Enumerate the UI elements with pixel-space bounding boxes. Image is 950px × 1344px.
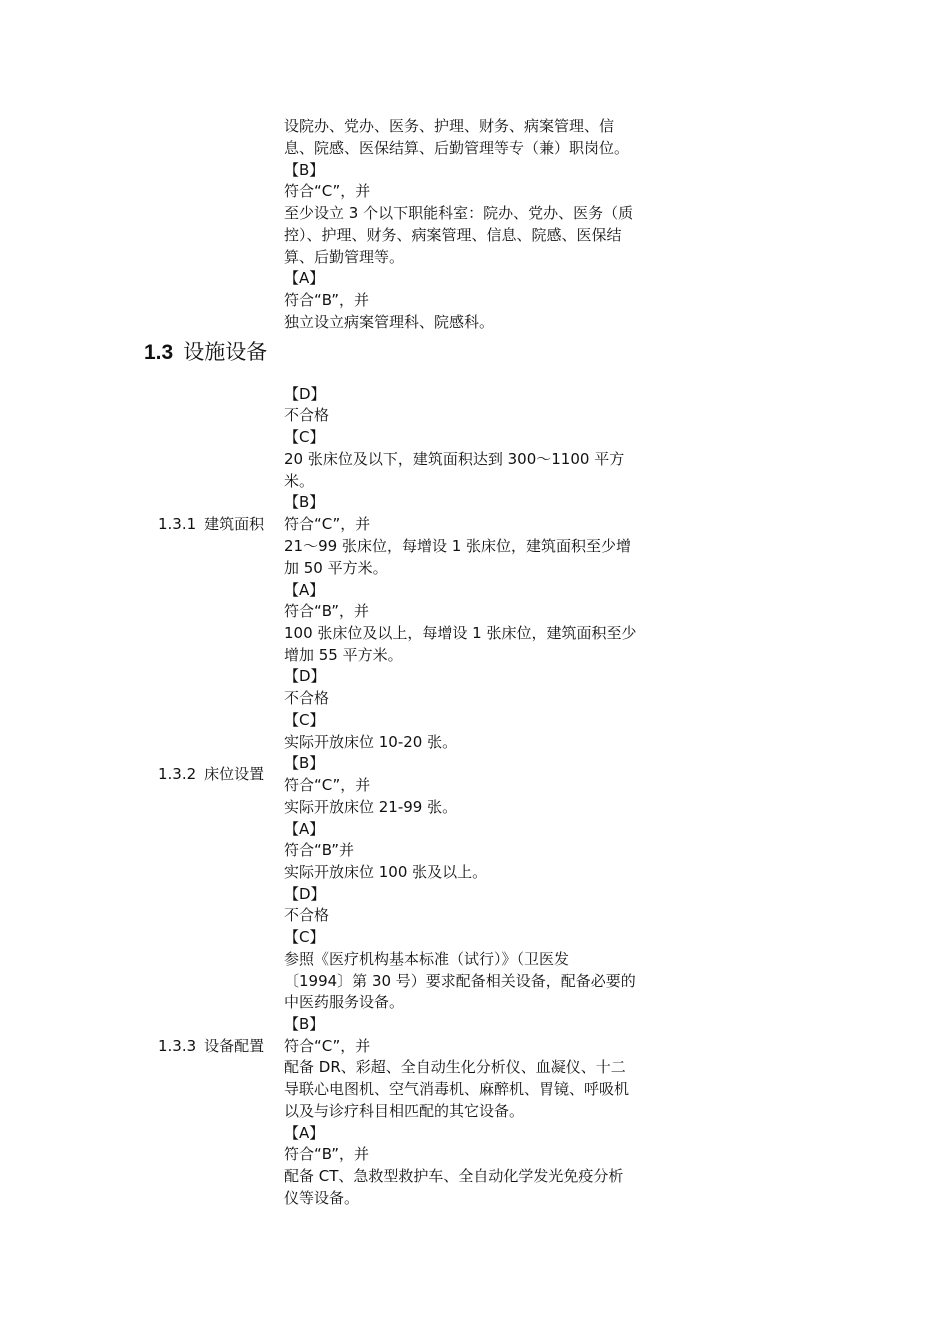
- item-name: 设备配置: [204, 1037, 265, 1055]
- grade-marker: 【B】: [284, 493, 325, 511]
- grade-marker: 【D】: [284, 667, 326, 685]
- text-line: 控）、护理、财务、病案管理、信息、院感、医保结: [284, 226, 622, 244]
- item-code: 1.3.3: [158, 1037, 197, 1055]
- text-line: 符合“C”，并: [284, 1037, 371, 1055]
- text-line: 算、后勤管理等。: [284, 248, 405, 266]
- text-line: 100 张床位及以上，每增设 1 张床位，建筑面积至少: [284, 624, 637, 642]
- grade-marker: 【D】: [284, 385, 326, 403]
- text-line: 参照《医疗机构基本标准（试行）》（卫医发: [284, 950, 570, 968]
- grade-marker: 【A】: [284, 820, 325, 838]
- text-line: 加 50 平方米。: [284, 559, 388, 577]
- text-line: 导联心电图机、空气消毒机、麻醉机、胃镜、呼吸机: [284, 1080, 630, 1098]
- text-line: 符合“B”，并: [284, 1145, 370, 1163]
- grade-marker: 【C】: [284, 428, 325, 446]
- text-line: 实际开放床位 100 张及以上。: [284, 863, 488, 881]
- text-line: 至少设立 3 个以下职能科室：院办、党办、医务（质: [284, 204, 634, 222]
- section-title: 设施设备: [183, 340, 268, 364]
- text-line: 不合格: [284, 689, 330, 707]
- text-line: 符合“B”，并: [284, 602, 370, 620]
- text-line: 符合“C”，并: [284, 182, 371, 200]
- text-line: 20 张床位及以下，建筑面积达到 300～1100 平方: [284, 450, 625, 468]
- grade-marker: 【A】: [284, 1124, 325, 1142]
- item-label: [158, 514, 264, 535]
- text-line: 中医药服务设备。: [284, 993, 405, 1011]
- text-line: 设院办、党办、医务、护理、财务、病案管理、信: [284, 117, 615, 135]
- item-label: [158, 764, 264, 785]
- item-label: [158, 1036, 264, 1057]
- text-line: 符合“C”，并: [284, 776, 371, 794]
- item-name: 床位设置: [204, 765, 265, 783]
- text-line: 21～99 张床位，每增设 1 张床位，建筑面积至少增: [284, 537, 632, 555]
- section-number: 1.3: [144, 341, 174, 364]
- text-line: 实际开放床位 21-99 张。: [284, 798, 458, 816]
- item-code: 1.3.1: [158, 515, 197, 533]
- text-line: 符合“B”并: [284, 841, 355, 859]
- section-heading: [144, 338, 267, 367]
- grade-marker: 【A】: [284, 581, 325, 599]
- text-line: 米。: [284, 472, 315, 490]
- text-line: 增加 55 平方米。: [284, 646, 403, 664]
- text-line: 独立设立病案管理科、院感科。: [284, 313, 495, 331]
- text-line: 实际开放床位 10-20 张。: [284, 733, 458, 751]
- text-line: 配备 CT、急救型救护车、全自动化学发光免疫分析: [284, 1167, 624, 1185]
- grade-marker: 【C】: [284, 928, 325, 946]
- item-code: 1.3.2: [158, 765, 197, 783]
- grade-marker: 【A】: [284, 269, 325, 287]
- text-line: 符合“C”，并: [284, 515, 371, 533]
- text-line: 息、院感、医保结算、后勤管理等专（兼）职岗位。: [284, 139, 630, 157]
- text-line: 不合格: [284, 406, 330, 424]
- text-line: 符合“B”，并: [284, 291, 370, 309]
- item-name: 建筑面积: [204, 515, 265, 533]
- text-line: 仪等设备。: [284, 1189, 360, 1207]
- text-line: 以及与诊疗科目相匹配的其它设备。: [284, 1102, 525, 1120]
- grade-marker: 【B】: [284, 1015, 325, 1033]
- text-line: 配备 DR、彩超、全自动生化分析仪、血凝仪、十二: [284, 1058, 626, 1076]
- grade-marker: 【B】: [284, 161, 325, 179]
- grade-marker: 【B】: [284, 754, 325, 772]
- text-line: 不合格: [284, 906, 330, 924]
- text-line: 〔1994〕第 30 号）要求配备相关设备，配备必要的: [284, 972, 636, 990]
- grade-marker: 【C】: [284, 711, 325, 729]
- grade-marker: 【D】: [284, 885, 326, 903]
